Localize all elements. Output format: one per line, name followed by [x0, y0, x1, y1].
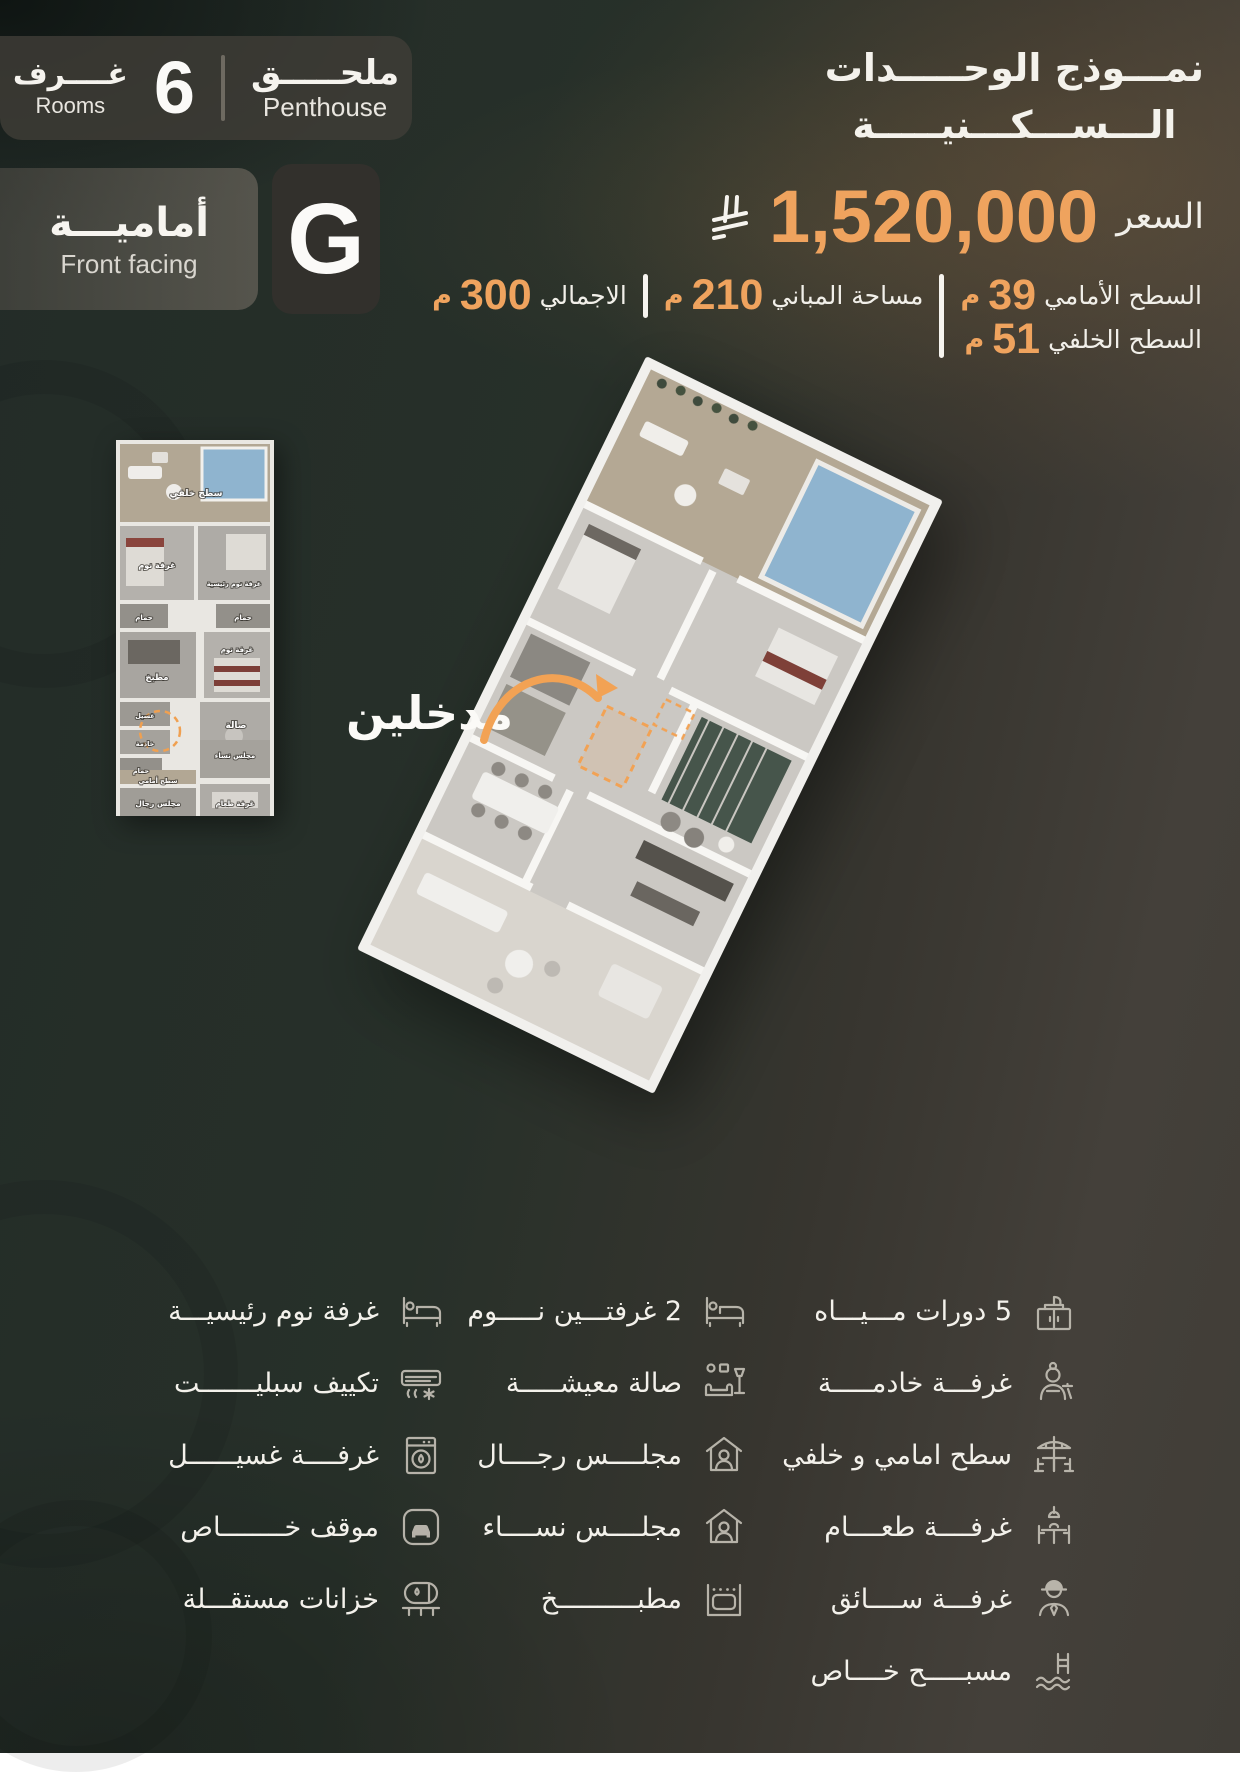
room-label: حمام: [132, 767, 150, 775]
back-surface: [960, 314, 1202, 363]
floor-plan-2d: [116, 440, 274, 816]
total-area-value: 300: [459, 270, 532, 319]
facing-en: Front facing: [60, 248, 198, 279]
feature-two-bedrooms: [467, 1275, 748, 1347]
unit-type-ar: ملحـــــق: [251, 52, 400, 93]
feature-label: غرفـــة خادمـــــة: [817, 1367, 1012, 1399]
driver-icon: [1030, 1575, 1078, 1623]
areas-divider: [939, 274, 944, 358]
majlis-icon: [700, 1503, 748, 1551]
facing-badge: [0, 168, 258, 310]
rooms-label-en: Rooms: [35, 92, 106, 118]
surface-areas: [960, 270, 1202, 363]
room-label: غرفة نوم: [220, 646, 254, 654]
facing-ar: أماميـــة: [49, 199, 209, 246]
ac-icon: [397, 1359, 445, 1407]
feature-dining-room: [782, 1491, 1078, 1563]
feature-label: غرفة نوم رئيسيـــة: [168, 1295, 379, 1327]
unit-meter: م: [964, 323, 985, 355]
entrance-arrow-icon: [472, 650, 622, 755]
building-area-label: مساحة المباني: [771, 280, 924, 310]
sink-icon: [1030, 1287, 1078, 1335]
room-label: غرفة طعام: [215, 800, 255, 808]
feature-terraces: [782, 1419, 1078, 1491]
room-label: سطح خلفي: [169, 489, 223, 499]
badge-divider: [221, 55, 225, 121]
majlis-icon: [700, 1431, 748, 1479]
feature-label: مجلــــس نســــاء: [482, 1511, 682, 1543]
areas-divider: [643, 274, 648, 318]
building-area-value: 210: [691, 270, 764, 319]
saudi-riyal-symbol-icon: [709, 193, 751, 241]
maid-icon: [1030, 1359, 1078, 1407]
back-surface-label: السطح الخلفي: [1048, 324, 1202, 354]
feature-label: صالة معيشـــــة: [505, 1367, 682, 1399]
feature-label: سطح امامي و خلفي: [782, 1439, 1012, 1471]
feature-kitchen: [467, 1563, 748, 1635]
rooms-count: 6: [153, 46, 195, 129]
feature-label: مطبــــــــــخ: [540, 1583, 682, 1615]
feature-men-majlis: [467, 1419, 748, 1491]
unit-letter-badge: G: [272, 164, 380, 314]
unit-meter: م: [663, 279, 684, 311]
price-value: 1,520,000: [768, 175, 1099, 258]
washer-icon: [397, 1431, 445, 1479]
unit-type-en: Penthouse: [262, 91, 388, 122]
feature-label: غرفــــة غسيــــــل: [168, 1439, 379, 1471]
back-surface-value: 51: [992, 314, 1041, 363]
bed-icon: [700, 1287, 748, 1335]
price-row: [709, 175, 1204, 258]
feature-label: 2 غرفتـــين نـــــوم: [467, 1295, 682, 1327]
unit-type-block: [251, 54, 399, 123]
umbrella-icon: [1030, 1431, 1078, 1479]
feature-label: مسبـــــح خــــاص: [810, 1655, 1012, 1687]
rooms-label-ar: غــــرف: [12, 57, 128, 93]
bed-icon: [397, 1287, 445, 1335]
page-title: [825, 40, 1204, 154]
sofa-icon: [700, 1359, 748, 1407]
room-label: مطبخ: [145, 673, 169, 683]
feature-living-hall: [467, 1347, 748, 1419]
features-column-left: [168, 1275, 445, 1635]
feature-private-parking: [168, 1491, 445, 1563]
pool-icon: [1030, 1647, 1078, 1695]
unit-meter: م: [432, 279, 452, 311]
areas-row: [432, 270, 1202, 363]
front-surface: [960, 270, 1202, 319]
title-line-1: نمـــوذج الوحـــــدات: [824, 46, 1204, 90]
feature-label: مجلــــس رجــــال: [477, 1439, 682, 1471]
oven-icon: [700, 1575, 748, 1623]
feature-independent-tanks: [168, 1563, 445, 1635]
front-surface-value: 39: [988, 270, 1037, 319]
feature-bathrooms: [782, 1275, 1078, 1347]
feature-maid-room: [782, 1347, 1078, 1419]
feature-master-bedroom: [168, 1275, 445, 1347]
room-label: مجلس رجال: [135, 799, 181, 808]
room-label: صالة: [225, 721, 247, 731]
feature-label: تكييف سبليـــــــت: [174, 1367, 379, 1399]
feature-label: غرفــــة طعــــام: [824, 1511, 1012, 1543]
feature-label: غرفـــة ســــائق: [830, 1583, 1012, 1615]
entrances-label: مدخلين: [346, 686, 514, 740]
price-label: السعر: [1116, 197, 1204, 237]
total-area: [432, 270, 627, 319]
room-label: غرفة نوم رئيسية: [206, 580, 262, 588]
feature-label: خزانات مستقـــلة: [182, 1583, 379, 1615]
rooms-block: [13, 58, 128, 118]
building-area: [663, 270, 924, 319]
feature-split-ac: [168, 1347, 445, 1419]
feature-laundry-room: [168, 1419, 445, 1491]
dining-icon: [1030, 1503, 1078, 1551]
unit-meter: م: [960, 279, 981, 311]
feature-label: 5 دورات مـــيـــاه: [814, 1295, 1012, 1327]
car-icon: [397, 1503, 445, 1551]
feature-women-majlis: [467, 1491, 748, 1563]
feature-driver-room: [782, 1563, 1078, 1635]
total-area-label: الاجمالي: [539, 280, 627, 310]
features-column-middle: [467, 1275, 748, 1635]
title-line-2: الـــســـكـــنيـــــة: [852, 103, 1177, 147]
room-label: خادمة: [135, 740, 155, 748]
tank-icon: [397, 1575, 445, 1623]
feature-label: موقف خــــــــاص: [180, 1511, 379, 1543]
room-label: حمام: [234, 614, 252, 622]
room-label: غرفة نوم: [138, 561, 176, 570]
unit-type-badge: [0, 36, 412, 140]
room-label: مجلس نساء: [214, 752, 256, 760]
room-label: غسيل: [135, 712, 155, 720]
front-surface-label: السطح الأمامي: [1044, 280, 1202, 310]
features-column-right: [782, 1275, 1078, 1707]
room-label: حمام: [135, 614, 153, 622]
feature-private-pool: [782, 1635, 1078, 1707]
room-label: سطح أمامي: [138, 777, 178, 785]
